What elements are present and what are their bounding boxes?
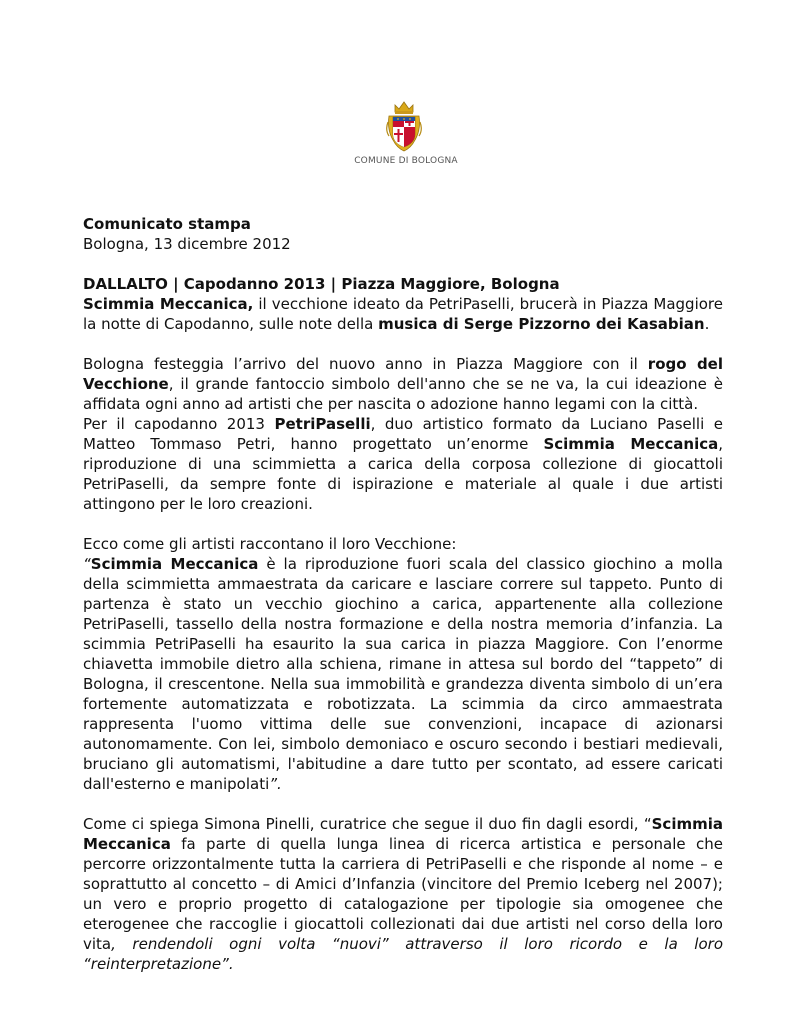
artists-quote: “Scimmia Meccanica è la riproduzione fuori scala del classico giochino a molla della scimmietta ammaestrata da caricare e lasciare correre sul tappeto. Punto di partenza è stato un vecchio giochino a carica, appartenente alla collezione PetriPaselli, tassello della nostra formazione e della nostra memoria d’infanzia. La scimmia PetriPaselli ha esaurito la sua carica in piazza Maggiore. Con l’enorme chiavetta immobile dietro alla schiena, rimane in attesa sul bordo del “tappeto” di Bologna, il crescentone. Nella sua immobilità e grandezza diventa simbolo di un’era fortemente automatizzata e robotizzata. La scimmia da circo ammaestrata rappresenta l'uomo vittima delle sue convenzioni, incapace di azionarsi autonomamente. Con lei, simbolo demoniaco e oscuro secondo i bestiari medievali, bruciano gli automatismi, l'abitudine a dare tutto per scontato, ad essere caricati dall'esterno e manipolati”.	[83, 555, 723, 793]
letterhead	[0, 100, 791, 166]
lead-paragraph: Scimmia Meccanica, il vecchione ideato da PetriPaselli, brucerà in Piazza Maggiore la notte di Capodanno, sulle note della musica di Serge Pizzorno dei Kasabian.	[83, 295, 723, 333]
document-type: Comunicato stampa	[83, 215, 251, 233]
paragraph-curator: Come ci spiega Simona Pinelli, curatrice che segue il duo fin dagli esordi, “Scimmia Meccanica fa parte di quella lunga linea di ricerca artistica e personale che percorre orizzontalmente tutta la carriera di PetriPaselli e che risponde al nome – e soprattutto al concetto – di Amici d’Infanzia (vincitore del Premio Iceberg nel 2007); un vero e proprio progetto di catalogazione per tipologie sia omogenee che eterogenee che raccoglie i giocattoli collezionati dai due artisti nel corso della loro vita, rendendoli ogni volta “nuovi” attraverso il loro ricordo e la loro “reinterpretazione”.	[83, 815, 723, 973]
bologna-crest-logo	[385, 100, 423, 154]
organization-name: COMUNE DI BOLOGNA	[354, 156, 458, 166]
paragraph-festeggia: Bologna festeggia l’arrivo del nuovo anno in Piazza Maggiore con il rogo del Vecchione, il grande fantoccio simbolo dell'anno che se ne va, la cui ideazione è affidata ogni anno ad artisti che per nascita o adozione hanno legami con la città.	[83, 355, 723, 413]
press-release-body	[83, 214, 723, 974]
document-title: DALLALTO | Capodanno 2013 | Piazza Maggiore, Bologna	[83, 275, 560, 293]
document-date: Bologna, 13 dicembre 2012	[83, 235, 291, 253]
paragraph-intro-quote: Ecco come gli artisti raccontano il loro Vecchione:	[83, 535, 457, 553]
paragraph-capodanno: Per il capodanno 2013 PetriPaselli, duo artistico formato da Luciano Paselli e Matteo Tommaso Petri, hanno progettato un’enorme Scimmia Meccanica, riproduzione di una scimmietta a carica della corposa collezione di giocattoli PetriPaselli, da sempre fonte di ispirazione e materiale al quale i due artisti attingono per le loro creazioni.	[83, 415, 724, 513]
